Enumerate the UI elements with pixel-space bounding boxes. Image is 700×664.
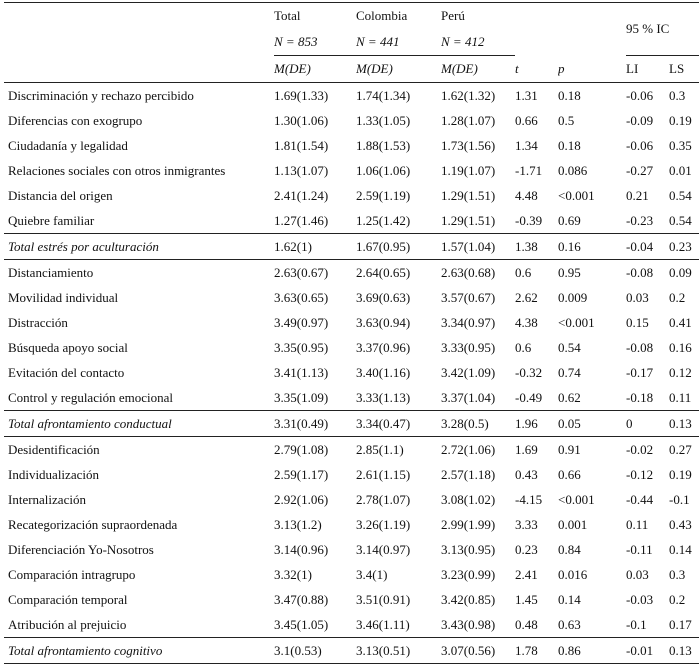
cell-p: <0.001 bbox=[558, 315, 595, 330]
table-row bbox=[4, 612, 699, 638]
cell-p: 0.86 bbox=[558, 638, 626, 664]
cell-t: -0.39 bbox=[515, 213, 543, 228]
table-row bbox=[4, 462, 699, 487]
cell-total: 1.27(1.46) bbox=[274, 213, 329, 228]
cell-ls: 0.43 bbox=[669, 517, 692, 532]
cell-p: <0.001 bbox=[558, 492, 595, 507]
table-row bbox=[4, 108, 699, 133]
cell-li: -0.27 bbox=[626, 163, 654, 178]
cell-ls: 0.2 bbox=[669, 290, 686, 305]
cell-label: Discriminación y rechazo percibido bbox=[8, 88, 194, 103]
cell-peru: 1.57(1.04) bbox=[441, 234, 515, 260]
cell-t: 4.38 bbox=[515, 315, 538, 330]
cell-li: 0.03 bbox=[626, 567, 649, 582]
cell-t: -0.49 bbox=[515, 390, 543, 405]
cell-t: 2.62 bbox=[515, 290, 538, 305]
cell-p: <0.001 bbox=[558, 188, 595, 203]
cell-ls: 0.13 bbox=[669, 411, 699, 437]
cell-li: -0.44 bbox=[626, 492, 654, 507]
cell-p: 0.62 bbox=[558, 390, 581, 405]
table-row bbox=[4, 285, 699, 310]
cell-label: Quiebre familiar bbox=[8, 213, 95, 228]
cell-ls: 0.2 bbox=[669, 592, 686, 607]
cell-p: 0.086 bbox=[558, 163, 588, 178]
cell-peru: 3.37(1.04) bbox=[441, 390, 496, 405]
cell-peru: 3.07(0.56) bbox=[441, 638, 515, 664]
cell-ls: -0.1 bbox=[669, 492, 690, 507]
cell-li: -0.02 bbox=[626, 442, 654, 457]
cell-p: 0.63 bbox=[558, 617, 581, 632]
cell-ls: 0.54 bbox=[669, 188, 692, 203]
cell-total: 3.41(1.13) bbox=[274, 365, 329, 380]
cell-colombia: 3.63(0.94) bbox=[356, 315, 411, 330]
cell-label: Evitación del contacto bbox=[8, 365, 125, 380]
cell-p: 0.84 bbox=[558, 542, 581, 557]
cell-t: 1.96 bbox=[515, 411, 558, 437]
cell-p: 0.74 bbox=[558, 365, 581, 380]
cell-label: Relaciones sociales con otros inmigrantes bbox=[8, 163, 226, 178]
cell-p: 0.18 bbox=[558, 138, 581, 153]
cell-li: 0 bbox=[626, 411, 669, 437]
cell-li: -0.11 bbox=[626, 542, 653, 557]
cell-li: -0.08 bbox=[626, 340, 654, 355]
cell-t: 0.6 bbox=[515, 340, 532, 355]
cell-t: 0.23 bbox=[515, 542, 538, 557]
cell-li: -0.01 bbox=[626, 638, 669, 664]
n-colombia: N = 441 bbox=[356, 29, 441, 56]
cell-total: 3.32(1) bbox=[274, 567, 312, 582]
cell-t: 0.48 bbox=[515, 617, 538, 632]
cell-peru: 2.72(1.06) bbox=[441, 442, 496, 457]
cell-total: 2.41(1.24) bbox=[274, 188, 329, 203]
cell-t: 1.31 bbox=[515, 88, 538, 103]
cell-label: Control y regulación emocional bbox=[8, 390, 173, 405]
cell-t: -0.32 bbox=[515, 365, 543, 380]
cell-peru: 3.13(0.95) bbox=[441, 542, 496, 557]
cell-colombia: 3.37(0.96) bbox=[356, 340, 411, 355]
cell-total: 1.30(1.06) bbox=[274, 113, 329, 128]
cell-peru: 1.28(1.07) bbox=[441, 113, 496, 128]
cell-li: -0.1 bbox=[626, 617, 647, 632]
cell-ls: 0.13 bbox=[669, 638, 699, 664]
header-n-row bbox=[4, 29, 699, 56]
cell-ls: 0.41 bbox=[669, 315, 692, 330]
header-spacer bbox=[515, 3, 558, 30]
table-header bbox=[4, 3, 699, 83]
cell-label: Ciudadanía y legalidad bbox=[8, 138, 128, 153]
table-row bbox=[4, 360, 699, 385]
cell-peru: 2.63(0.68) bbox=[441, 265, 496, 280]
cell-label: Comparación intragrupo bbox=[8, 567, 136, 582]
cell-colombia: 1.25(1.42) bbox=[356, 213, 411, 228]
cell-label: Atribución al prejuicio bbox=[8, 617, 127, 632]
cell-label: Recategorización supraordenada bbox=[8, 517, 178, 532]
table-body bbox=[4, 83, 699, 664]
cell-label: Distanciamiento bbox=[8, 265, 94, 280]
cell-colombia: 3.34(0.47) bbox=[356, 411, 441, 437]
cell-colombia: 3.26(1.19) bbox=[356, 517, 411, 532]
table-row bbox=[4, 587, 699, 612]
table-row bbox=[4, 208, 699, 234]
cell-t: 1.78 bbox=[515, 638, 558, 664]
cell-peru: 3.43(0.98) bbox=[441, 617, 496, 632]
cell-peru: 2.99(1.99) bbox=[441, 517, 496, 532]
cell-ls: 0.17 bbox=[669, 617, 692, 632]
cell-p: 0.5 bbox=[558, 113, 575, 128]
cell-label: Movilidad individual bbox=[8, 290, 119, 305]
table-row bbox=[4, 512, 699, 537]
cell-t: 0.66 bbox=[515, 113, 538, 128]
cell-total: 3.35(0.95) bbox=[274, 340, 329, 355]
cell-ls: 0.23 bbox=[669, 234, 699, 260]
cell-colombia: 3.69(0.63) bbox=[356, 290, 411, 305]
table-row bbox=[4, 83, 699, 109]
cell-t: 3.33 bbox=[515, 517, 538, 532]
cell-li: -0.18 bbox=[626, 390, 654, 405]
header-stat-row bbox=[4, 56, 699, 83]
cell-ls: 0.19 bbox=[669, 467, 692, 482]
table-row bbox=[4, 537, 699, 562]
table-row bbox=[4, 158, 699, 183]
cell-t: -4.15 bbox=[515, 492, 543, 507]
cell-t: 1.69 bbox=[515, 442, 538, 457]
table-row bbox=[4, 133, 699, 158]
cell-p: 0.54 bbox=[558, 340, 581, 355]
cell-p: 0.05 bbox=[558, 411, 626, 437]
cell-colombia: 1.06(1.06) bbox=[356, 163, 411, 178]
col-header-peru: Perú bbox=[441, 8, 465, 23]
header-group-row bbox=[4, 3, 699, 30]
cell-peru: 3.28(0.5) bbox=[441, 411, 515, 437]
cell-p: 0.18 bbox=[558, 88, 581, 103]
cell-peru: 1.62(1.32) bbox=[441, 88, 496, 103]
cell-colombia: 1.88(1.53) bbox=[356, 138, 411, 153]
cell-li: -0.04 bbox=[626, 234, 669, 260]
cell-t: 0.6 bbox=[515, 265, 532, 280]
cell-colombia: 2.59(1.19) bbox=[356, 188, 411, 203]
header-spacer bbox=[4, 29, 274, 56]
cell-ls: 0.14 bbox=[669, 542, 692, 557]
cell-total: 3.1(0.53) bbox=[274, 638, 356, 664]
cell-colombia: 3.33(1.13) bbox=[356, 390, 411, 405]
cell-label: Búsqueda apoyo social bbox=[8, 340, 128, 355]
cell-p: 0.14 bbox=[558, 592, 581, 607]
col-subheader-p: p bbox=[558, 56, 626, 83]
header-spacer bbox=[515, 29, 558, 56]
table-row bbox=[4, 183, 699, 208]
header-spacer bbox=[4, 56, 274, 83]
cell-ls: 0.09 bbox=[669, 265, 692, 280]
cell-label: Desidentificación bbox=[8, 442, 100, 457]
cell-ls: 0.12 bbox=[669, 365, 692, 380]
cell-p: 0.001 bbox=[558, 517, 588, 532]
cell-peru: 1.73(1.56) bbox=[441, 138, 496, 153]
cell-ls: 0.16 bbox=[669, 340, 692, 355]
cell-label: Total afrontamiento conductual bbox=[4, 411, 274, 437]
cell-li: 0.15 bbox=[626, 315, 649, 330]
cell-p: 0.016 bbox=[558, 567, 588, 582]
cell-li: 0.03 bbox=[626, 290, 649, 305]
header-spacer bbox=[558, 3, 626, 30]
cell-colombia: 3.14(0.97) bbox=[356, 542, 411, 557]
cell-li: -0.23 bbox=[626, 213, 654, 228]
section-total-row bbox=[4, 638, 699, 664]
cell-label: Distancia del origen bbox=[8, 188, 113, 203]
cell-total: 3.63(0.65) bbox=[274, 290, 329, 305]
cell-t: 2.41 bbox=[515, 567, 538, 582]
cell-label: Diferencias con exogrupo bbox=[8, 113, 143, 128]
cell-peru: 3.57(0.67) bbox=[441, 290, 496, 305]
col-subheader-mde-total: M(DE) bbox=[274, 56, 356, 83]
cell-ls: 0.3 bbox=[669, 88, 686, 103]
cell-li: -0.06 bbox=[626, 88, 654, 103]
col-subheader-t: t bbox=[515, 56, 558, 83]
cell-ls: 0.11 bbox=[669, 390, 692, 405]
n-peru: N = 412 bbox=[441, 29, 515, 56]
cell-total: 3.49(0.97) bbox=[274, 315, 329, 330]
cell-colombia: 3.51(0.91) bbox=[356, 592, 411, 607]
ci-header: 95 % IC bbox=[626, 3, 699, 56]
cell-total: 3.35(1.09) bbox=[274, 390, 329, 405]
cell-p: 0.95 bbox=[558, 265, 581, 280]
cell-peru: 3.08(1.02) bbox=[441, 492, 496, 507]
cell-colombia: 1.33(1.05) bbox=[356, 113, 411, 128]
cell-peru: 1.29(1.51) bbox=[441, 213, 496, 228]
cell-p: 0.16 bbox=[558, 234, 626, 260]
table-row bbox=[4, 385, 699, 411]
cell-total: 3.45(1.05) bbox=[274, 617, 329, 632]
cell-label: Total afrontamiento cognitivo bbox=[4, 638, 274, 664]
cell-peru: 1.19(1.07) bbox=[441, 163, 496, 178]
table-row bbox=[4, 310, 699, 335]
cell-peru: 3.42(0.85) bbox=[441, 592, 496, 607]
cell-li: 0.11 bbox=[626, 517, 649, 532]
cell-label: Total estrés por aculturación bbox=[4, 234, 274, 260]
table-row bbox=[4, 437, 699, 463]
cell-total: 3.13(1.2) bbox=[274, 517, 322, 532]
section-total-row bbox=[4, 411, 699, 437]
cell-total: 3.31(0.49) bbox=[274, 411, 356, 437]
cell-colombia: 3.40(1.16) bbox=[356, 365, 411, 380]
cell-colombia: 2.85(1.1) bbox=[356, 442, 404, 457]
cell-t: 1.45 bbox=[515, 592, 538, 607]
header-spacer bbox=[4, 3, 274, 30]
cell-total: 2.63(0.67) bbox=[274, 265, 329, 280]
cell-li: -0.17 bbox=[626, 365, 654, 380]
n-total: N = 853 bbox=[274, 29, 356, 56]
cell-total: 1.69(1.33) bbox=[274, 88, 329, 103]
cell-t: 0.43 bbox=[515, 467, 538, 482]
cell-t: -1.71 bbox=[515, 163, 543, 178]
cell-ls: 0.19 bbox=[669, 113, 692, 128]
cell-label: Comparación temporal bbox=[8, 592, 128, 607]
cell-label: Distracción bbox=[8, 315, 68, 330]
header-spacer bbox=[558, 29, 626, 56]
cell-total: 3.14(0.96) bbox=[274, 542, 329, 557]
cell-p: 0.91 bbox=[558, 442, 581, 457]
section-total-row bbox=[4, 234, 699, 260]
cell-p: 0.009 bbox=[558, 290, 588, 305]
table-row bbox=[4, 335, 699, 360]
cell-total: 3.47(0.88) bbox=[274, 592, 329, 607]
cell-total: 2.79(1.08) bbox=[274, 442, 329, 457]
cell-t: 1.38 bbox=[515, 234, 558, 260]
col-subheader-mde-peru: M(DE) bbox=[441, 56, 515, 83]
table-row bbox=[4, 260, 699, 286]
cell-peru: 3.33(0.95) bbox=[441, 340, 496, 355]
cell-total: 2.59(1.17) bbox=[274, 467, 329, 482]
statistics-table bbox=[4, 2, 699, 664]
col-subheader-mde-colombia: M(DE) bbox=[356, 56, 441, 83]
cell-peru: 3.42(1.09) bbox=[441, 365, 496, 380]
col-header-total: Total bbox=[274, 8, 301, 23]
cell-li: 0.21 bbox=[626, 188, 649, 203]
cell-peru: 3.23(0.99) bbox=[441, 567, 496, 582]
cell-colombia: 2.64(0.65) bbox=[356, 265, 411, 280]
cell-p: 0.66 bbox=[558, 467, 581, 482]
table-row bbox=[4, 562, 699, 587]
cell-colombia: 1.74(1.34) bbox=[356, 88, 411, 103]
cell-colombia: 2.78(1.07) bbox=[356, 492, 411, 507]
cell-colombia: 3.13(0.51) bbox=[356, 638, 441, 664]
cell-label: Internalización bbox=[8, 492, 86, 507]
cell-ls: 0.27 bbox=[669, 442, 692, 457]
cell-li: -0.08 bbox=[626, 265, 654, 280]
cell-p: 0.69 bbox=[558, 213, 581, 228]
cell-total: 1.13(1.07) bbox=[274, 163, 329, 178]
cell-peru: 3.34(0.97) bbox=[441, 315, 496, 330]
cell-peru: 1.29(1.51) bbox=[441, 188, 496, 203]
cell-colombia: 3.46(1.11) bbox=[356, 617, 410, 632]
cell-colombia: 1.67(0.95) bbox=[356, 234, 441, 260]
cell-ls: 0.54 bbox=[669, 213, 692, 228]
table-row bbox=[4, 487, 699, 512]
col-header-colombia: Colombia bbox=[356, 8, 408, 23]
cell-li: -0.09 bbox=[626, 113, 654, 128]
cell-total: 1.62(1) bbox=[274, 234, 356, 260]
cell-ls: 0.3 bbox=[669, 567, 686, 582]
cell-colombia: 2.61(1.15) bbox=[356, 467, 411, 482]
col-subheader-ls: LS bbox=[669, 56, 699, 83]
cell-peru: 2.57(1.18) bbox=[441, 467, 496, 482]
cell-label: Diferenciación Yo-Nosotros bbox=[8, 542, 154, 557]
cell-ls: 0.35 bbox=[669, 138, 692, 153]
cell-ls: 0.01 bbox=[669, 163, 692, 178]
cell-total: 1.81(1.54) bbox=[274, 138, 329, 153]
cell-label: Individualización bbox=[8, 467, 99, 482]
cell-li: -0.12 bbox=[626, 467, 654, 482]
cell-total: 2.92(1.06) bbox=[274, 492, 329, 507]
cell-colombia: 3.4(1) bbox=[356, 567, 388, 582]
cell-t: 4.48 bbox=[515, 188, 538, 203]
cell-li: -0.03 bbox=[626, 592, 654, 607]
cell-li: -0.06 bbox=[626, 138, 654, 153]
col-subheader-li: LI bbox=[626, 56, 669, 83]
cell-t: 1.34 bbox=[515, 138, 538, 153]
